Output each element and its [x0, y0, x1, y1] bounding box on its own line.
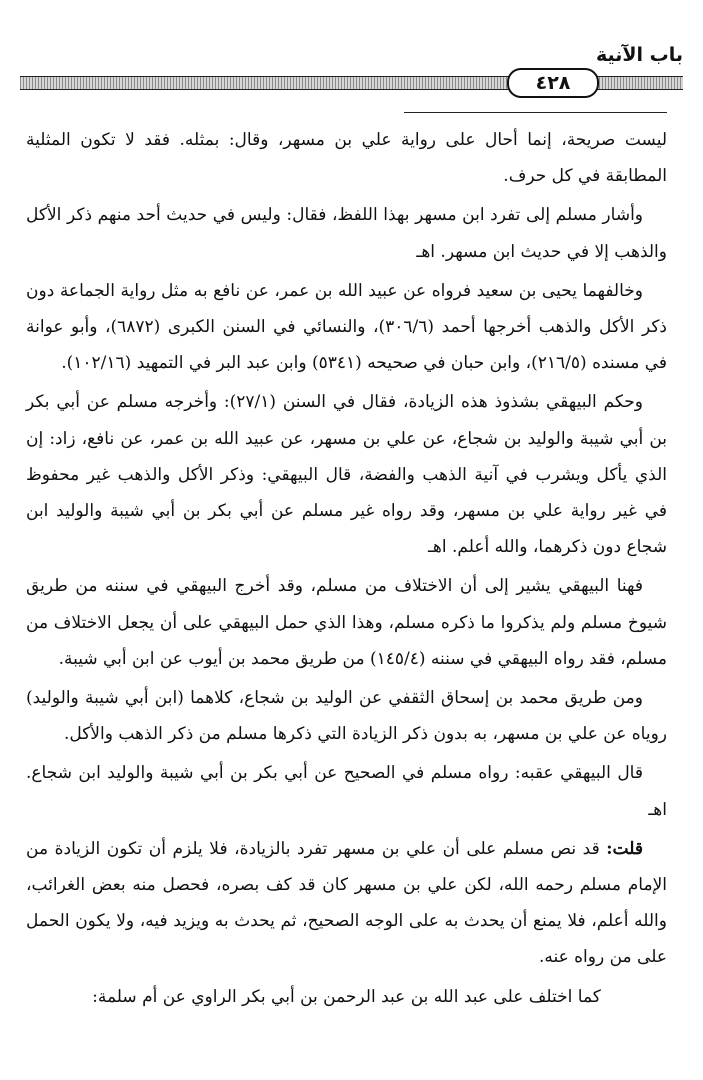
paragraph: قال البيهقي عقبه: رواه مسلم في الصحيح عن أبي بكر بن أبي شيبة والوليد ابن شجاع. اهـ — [26, 763, 667, 820]
paragraph: كما اختلف على عبد الله بن عبد الرحمن بن أبي بكر الراوي عن أم سلمة: — [92, 986, 601, 1007]
paragraph: ليست صريحة، إنما أحال على رواية علي بن مسهر، وقال: بمثله. فقد لا تكون المثلية المطابقة في كل حرف. — [26, 130, 667, 187]
paragraph: فهنا البيهقي يشير إلى أن الاختلاف من مسلم، وقد أخرج البيهقي في سننه من طريق شيوخ مسلم ولم يذكروا ما ذكره مسلم، وهذا الذي حمل البيهقي على أن يجعل الاختلاف من مسلم، فقد رواه البيهقي في سننه (١٤٥/٤) من طريق محمد بن أيوب عن ابن أبي شيبة. — [26, 576, 667, 669]
page-body — [26, 122, 667, 1018]
page-header — [20, 40, 683, 100]
paragraph: وحكم البيهقي بشذوذ هذه الزيادة، فقال في السنن (٢٧/١): وأخرجه مسلم عن أبي بكر بن أبي شيبة والوليد بن شجاع، عن علي بن مسهر، عن عبيد الله بن عمر، عن نافع، زاد: إن الذي يأكل ويشرب في آنية الذهب والفضة، قال البيهقي: وذكر الأكل والذهب غير محفوظ في غير رواية علي بن مسهر، وقد رواه غير مسلم عن أبي بكر بن أبي شيبة والوليد ابن شجاع دون ذكرهما، والله أعلم. اهـ — [26, 392, 667, 558]
separator-rule — [404, 112, 667, 113]
lead-word: قلت: — [606, 838, 643, 859]
paragraph-text: قد نص مسلم على أن علي بن مسهر تفرد بالزيادة، فلا يلزم أن تكون الزيادة من الإمام مسلم رحمه الله، لكن علي بن مسهر كان قد كف بصره، فحصل منه بعض الغرائب، والله أعلم، فلا يمنع أن يحدث به على الوجه الصحيح، ثم يحدث به ويزيد فيه، ولا يكون الحمل على من رواه عنه. — [26, 838, 667, 968]
paragraph: وأشار مسلم إلى تفرد ابن مسهر بهذا اللفظ، فقال: وليس في حديث أحد منهم ذكر الأكل والذهب إلا في حديث ابن مسهر. اهـ — [26, 205, 667, 262]
chapter-title: باب الآنية — [595, 44, 683, 66]
page-number: ٤٢٨ — [507, 68, 599, 98]
paragraph: ومن طريق محمد بن إسحاق الثقفي عن الوليد بن شجاع، كلاهما (ابن أبي شيبة والوليد) روياه عن علي بن مسهر، به بدون ذكر الزيادة التي ذكرها مسلم من ذكر الذهب والأكل. — [26, 688, 667, 745]
paragraph: وخالفهما يحيى بن سعيد فرواه عن عبيد الله بن عمر، عن نافع به مثل رواية الجماعة دون ذكر الأكل والذهب أخرجها أحمد (٣٠٦/٦)، والنسائي في السنن الكبرى (٦٨٧٢)، وأبو عوانة في مسنده (٢١٦/٥)، وابن حبان في صحيحه (٥٣٤١) وابن عبد البر في التمهيد (١٠٢/١٦). — [26, 280, 667, 374]
paragraph — [26, 831, 667, 976]
